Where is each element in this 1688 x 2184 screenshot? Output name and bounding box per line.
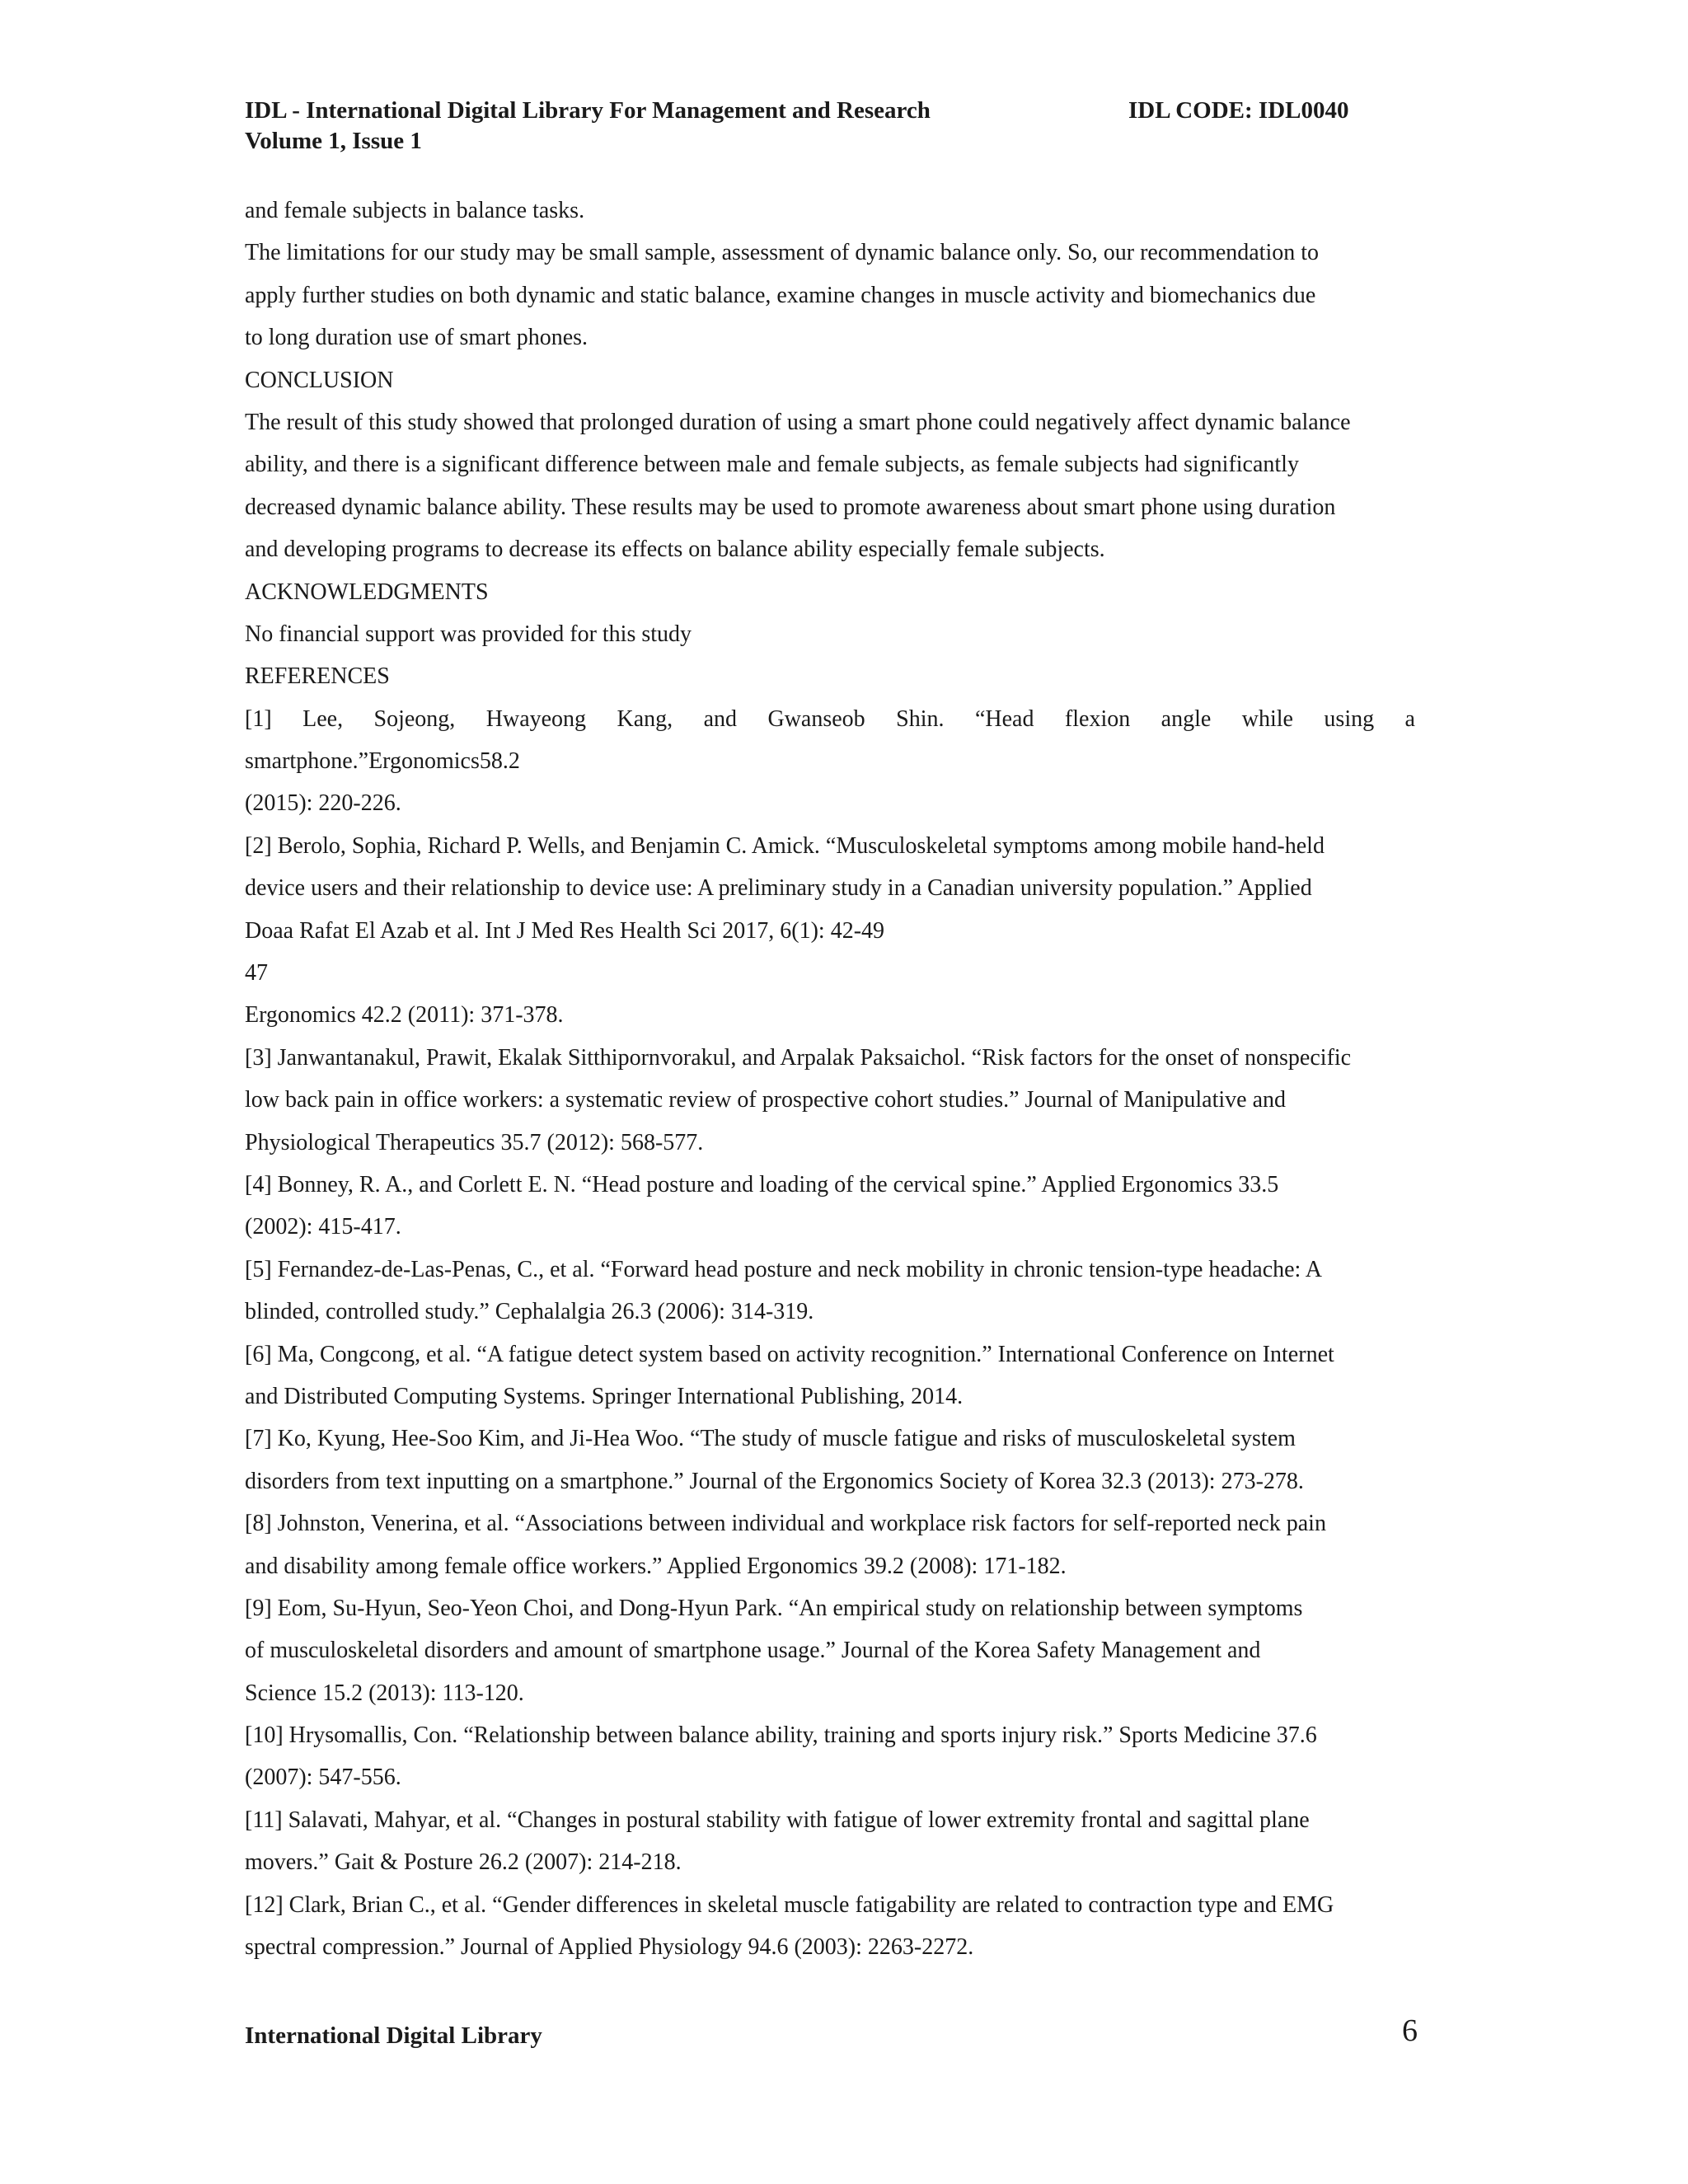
section-heading-conclusion: CONCLUSION [245,367,394,393]
journal-title: IDL - International Digital Library For Management and Research [245,97,931,124]
reference-line: Science 15.2 (2013): 113-120. [245,1680,524,1706]
reference-line: spectral compression.” Journal of Applied Physiology 94.6 (2003): 2263-2272. [245,1934,974,1961]
article-body [245,190,1415,1968]
reference-line: (2015): 220-226. [245,790,401,817]
body-line: No financial support was provided for this study [245,621,692,647]
source-page-number: 47 [245,960,268,987]
body-line: The limitations for our study may be small sample, assessment of dynamic balance only. So, our recommendation to [245,240,1320,266]
reference-line: (2002): 415-417. [245,1214,401,1240]
body-line: apply further studies on both dynamic and static balance, examine changes in muscle activity and biomechanics due [245,282,1316,308]
volume-issue: Volume 1, Issue 1 [245,128,422,154]
body-line: The result of this study showed that prolonged duration of using a smart phone could negatively affect dynamic balance [245,409,1351,435]
reference-line: and Distributed Computing Systems. Springer International Publishing, 2014. [245,1383,964,1409]
reference-line: disorders from text inputting on a smartphone.” Journal of the Ergonomics Society of Korea 32.3 (2013): 273-278. [245,1468,1304,1494]
reference-line: blinded, controlled study.” Cephalalgia 26.3 (2006): 314-319. [245,1299,814,1325]
section-heading-acknowledgments: ACKNOWLEDGMENTS [245,579,489,605]
page-header [245,96,1415,157]
reference-line: movers.” Gait & Posture 26.2 (2007): 214-218. [245,1849,682,1876]
reference-line: [11] Salavati, Mahyar, et al. “Changes in postural stability with fatigue of lower extremity frontal and sagittal plane [245,1807,1310,1833]
reference-line: device users and their relationship to device use: A preliminary study in a Canadian university population.” Applied [245,875,1312,902]
reference-line: [2] Berolo, Sophia, Richard P. Wells, and Benjamin C. Amick. “Musculoskeletal symptoms among mobile hand-held [245,832,1325,859]
citation-line: Doaa Rafat El Azab et al. Int J Med Res Health Sci 2017, 6(1): 42-49 [245,917,885,944]
idl-code: IDL CODE: IDL0040 [1128,97,1349,124]
reference-line: [8] Johnston, Venerina, et al. “Associations between individual and workplace risk factors for self-reported neck pain [245,1511,1326,1537]
body-line: and developing programs to decrease its effects on balance ability especially female subjects. [245,537,1105,563]
reference-line: smartphone.”Ergonomics58.2 [245,748,520,775]
body-line: ability, and there is a significant difference between male and female subjects, as female subjects had significantly [245,452,1299,478]
body-line: decreased dynamic balance ability. These results may be used to promote awareness about smart phone using duration [245,494,1336,520]
reference-line: Ergonomics 42.2 (2011): 371-378. [245,1002,564,1029]
reference-line: [7] Ko, Kyung, Hee-Soo Kim, and Ji-Hea Woo. “The study of muscle fatigue and risks of musculoskeletal system [245,1426,1296,1452]
section-heading-references: REFERENCES [245,663,390,690]
reference-line: (2007): 547-556. [245,1765,401,1791]
reference-line: [9] Eom, Su-Hyun, Seo-Yeon Choi, and Dong-Hyun Park. “An empirical study on relationship between symptoms [245,1595,1303,1621]
reference-line: [5] Fernandez-de-Las-Penas, C., et al. “Forward head posture and neck mobility in chronic tension-type headache: A [245,1256,1323,1282]
reference-line: [12] Clark, Brian C., et al. “Gender differences in skeletal muscle fatigability are related to contraction type and EMG [245,1891,1334,1918]
reference-line: low back pain in office workers: a systematic review of prospective cohort studies.” Journal of Manipulative and [245,1087,1286,1113]
page-number: 6 [1402,2013,1418,2048]
body-line: and female subjects in balance tasks. [245,198,585,223]
reference-line: of musculoskeletal disorders and amount of smartphone usage.” Journal of the Korea Safety Management and [245,1638,1261,1664]
body-line: to long duration use of smart phones. [245,325,588,351]
reference-line: Physiological Therapeutics 35.7 (2012): 568-577. [245,1129,704,1155]
reference-line: [6] Ma, Congcong, et al. “A fatigue detect system based on activity recognition.” International Conference on Internet [245,1341,1334,1367]
reference-line: [1] Lee, Sojeong, Hwayeong Kang, and Gwanseob Shin. “Head flexion angle while using a [245,705,1415,732]
reference-line: [10] Hrysomallis, Con. “Relationship between balance ability, training and sports injury risk.” Sports Medicine 37.6 [245,1722,1317,1749]
reference-line: [4] Bonney, R. A., and Corlett E. N. “Head posture and loading of the cervical spine.” Applied Ergonomics 33.5 [245,1171,1279,1197]
reference-line: [3] Janwantanakul, Prawit, Ekalak Sitthipornvorakul, and Arpalak Paksaichol. “Risk factors for the onset of nonspecific [245,1044,1352,1071]
footer-title: International Digital Library [245,2022,542,2049]
reference-line: and disability among female office workers.” Applied Ergonomics 39.2 (2008): 171-182. [245,1553,1067,1579]
